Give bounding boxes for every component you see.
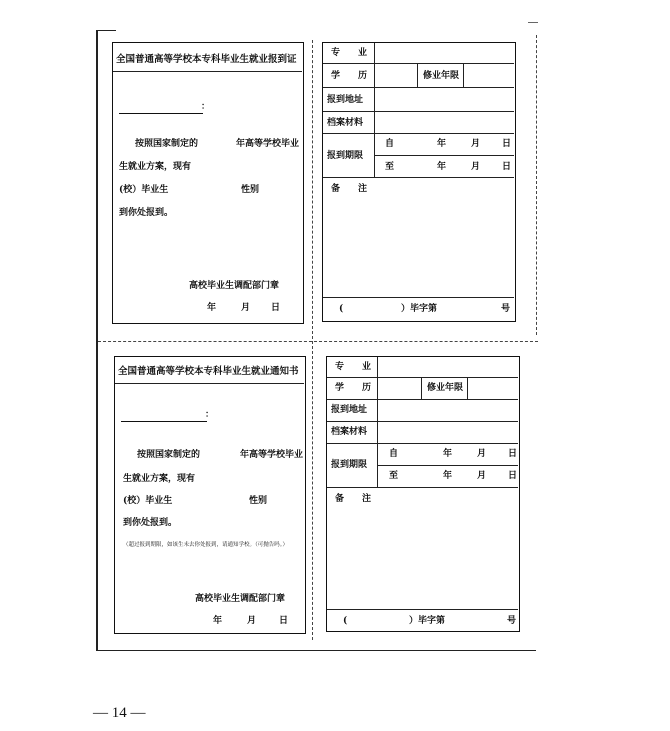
notice-footnote: （超过报到期限，如该生未去你处报到，请通知学校。（可抛告吗。） (123, 542, 289, 548)
row-divider (323, 177, 514, 178)
period-to: 至 (389, 471, 399, 481)
row-divider (327, 399, 518, 400)
recipient-line (119, 113, 203, 114)
outer-frame-bottom (96, 650, 536, 651)
footer-cert-word: ）毕字第 (409, 616, 446, 626)
period-to-day: 日 (508, 471, 518, 481)
field-report-address: 报到地址 (327, 95, 364, 105)
field-education: 学 历 (331, 71, 368, 81)
seal-label: 高校毕业生调配部门章 (189, 281, 280, 291)
title-divider (113, 71, 302, 72)
row-divider (327, 421, 518, 422)
period-from-year: 年 (443, 449, 453, 459)
col-divider (374, 43, 375, 177)
col-divider (463, 63, 464, 87)
card-2-form (326, 356, 520, 632)
seal-label: 高校毕业生调配部门章 (195, 594, 286, 604)
col-divider (421, 377, 422, 399)
body-line-3b: 性别 (241, 185, 260, 195)
body-line-1b: 年高等学校毕业 (240, 450, 304, 460)
outer-frame-left (96, 30, 98, 650)
page-number: — 14 — (93, 705, 146, 721)
period-from-day: 日 (508, 449, 518, 459)
outer-frame-top (96, 30, 116, 31)
period-from: 自 (385, 139, 395, 149)
period-from: 自 (389, 449, 399, 459)
card-1-certificate (112, 42, 304, 324)
date-day: 日 (271, 303, 281, 313)
period-to: 至 (385, 162, 395, 172)
notice-title: 全国普通高等学校本专科毕业生就业通知书 (118, 366, 299, 377)
row-divider (327, 487, 518, 488)
date-day: 日 (279, 616, 289, 626)
field-major: 专 业 (331, 48, 368, 58)
body-line-4: 到你处报到。 (123, 518, 178, 528)
row-divider (323, 133, 514, 134)
field-report-address: 报到地址 (331, 405, 368, 415)
body-line-2: 生就业方案，现有 (123, 474, 196, 484)
row-divider (327, 609, 518, 610)
col-divider (467, 377, 468, 399)
row-divider (327, 377, 518, 378)
field-archives: 档案材料 (327, 118, 364, 128)
field-report-period: 报到期限 (331, 460, 368, 470)
body-line-3a: (校）毕业生 (123, 496, 173, 506)
footer-open-paren: ( (343, 616, 348, 626)
field-education: 学 历 (335, 383, 372, 393)
row-divider (323, 111, 514, 112)
row-divider (323, 63, 514, 64)
period-from-day: 日 (502, 139, 512, 149)
field-remarks: 备 注 (335, 494, 372, 504)
date-year: 年 (207, 303, 217, 313)
field-duration: 修业年限 (427, 383, 464, 393)
row-divider (327, 443, 518, 444)
date-month: 月 (241, 303, 251, 313)
row-divider (374, 155, 514, 156)
cut-line-right (536, 35, 537, 335)
row-divider (323, 87, 514, 88)
col-divider (377, 357, 378, 487)
period-from-month: 月 (477, 449, 487, 459)
recipient-colon: ： (205, 410, 215, 420)
period-to-year: 年 (437, 162, 447, 172)
body-line-3b: 性别 (249, 496, 268, 506)
scan-mark (528, 22, 538, 23)
field-report-period: 报到期限 (327, 151, 364, 161)
body-line-4: 到你处报到。 (119, 208, 174, 218)
row-divider (377, 465, 518, 466)
footer-number: 号 (507, 616, 517, 626)
body-line-1b: 年高等学校毕业 (236, 139, 300, 149)
card-1-form (322, 42, 516, 322)
body-line-1a: 按照国家制定的 (135, 139, 199, 149)
footer-open-paren: ( (339, 304, 344, 314)
col-divider (417, 63, 418, 87)
body-line-1a: 按照国家制定的 (137, 450, 201, 460)
date-year: 年 (213, 616, 223, 626)
cut-line-vertical (312, 40, 313, 640)
recipient-colon: ： (201, 102, 211, 112)
title-divider (115, 383, 304, 384)
period-to-day: 日 (502, 162, 512, 172)
period-to-year: 年 (443, 471, 453, 481)
footer-number: 号 (501, 304, 511, 314)
recipient-line (121, 421, 207, 422)
period-from-month: 月 (471, 139, 481, 149)
period-to-month: 月 (471, 162, 481, 172)
cut-line-horizontal (98, 341, 538, 342)
period-to-month: 月 (477, 471, 487, 481)
field-remarks: 备 注 (331, 184, 368, 194)
period-from-year: 年 (437, 139, 447, 149)
row-divider (323, 297, 514, 298)
body-line-3a: (校）毕业生 (119, 185, 169, 195)
date-month: 月 (247, 616, 257, 626)
body-line-2: 生就业方案，现有 (119, 162, 192, 172)
field-archives: 档案材料 (331, 427, 368, 437)
field-duration: 修业年限 (423, 71, 460, 81)
footer-cert-word: ）毕字第 (401, 304, 438, 314)
certificate-title: 全国普通高等学校本专科毕业生就业报到证 (116, 54, 297, 65)
field-major: 专 业 (335, 362, 372, 372)
card-2-notice (114, 356, 306, 634)
